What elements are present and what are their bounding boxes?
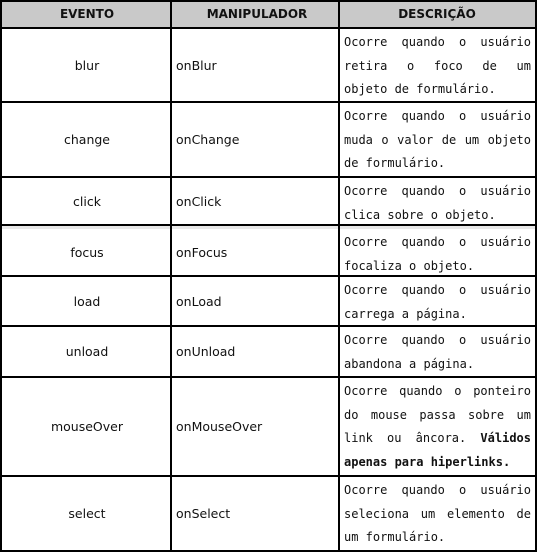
event-name: unload (65, 344, 109, 359)
header-event: EVENTO (59, 7, 115, 21)
handler-name: onUnload (176, 344, 236, 359)
table-row (2, 378, 535, 477)
description-text: Ocorre quando o ponteiro do mouse passa sobre um link ou âncora. (344, 384, 531, 445)
table-row (2, 229, 535, 277)
table-row (2, 103, 535, 178)
event-name: load (73, 293, 101, 309)
handler-name: onBlur (176, 57, 217, 73)
event-description: Ocorre quando o usuário carrega a página. (344, 283, 531, 321)
handler-name: onFocus (176, 244, 228, 260)
event-name: mouseOver (50, 419, 123, 434)
column-divider (338, 2, 340, 550)
table-row (2, 178, 535, 226)
event-name: blur (74, 57, 100, 73)
event-description: Ocorre quando o usuário retira o foco de um objeto de formulário. (344, 35, 531, 96)
event-description: Ocorre quando o usuário muda o valor de um objeto de formulário. (344, 109, 531, 170)
event-description: Ocorre quando o usuário focaliza o objeto. (344, 235, 531, 273)
header-description: DESCRIÇÃO (398, 7, 476, 21)
event-description: Ocorre quando o usuário abandona a página. (344, 333, 531, 371)
event-description: Ocorre quando o usuário clica sobre o objeto. (344, 184, 531, 222)
handler-name: onMouseOver (176, 419, 263, 434)
event-name: change (63, 132, 110, 147)
table-header (2, 2, 535, 29)
event-name: focus (70, 244, 104, 260)
event-name: select (68, 506, 106, 521)
event-description (344, 380, 531, 474)
table-row (2, 327, 535, 378)
handler-name: onLoad (176, 293, 222, 309)
column-divider (170, 2, 172, 550)
table-row (2, 477, 535, 550)
handler-name: onSelect (176, 506, 231, 521)
event-description: Ocorre quando o usuário seleciona um elemento de um formulário. (344, 483, 531, 544)
table-row (2, 29, 535, 103)
header-handler: MANIPULADOR (206, 7, 308, 21)
handler-name: onClick (176, 193, 222, 209)
handler-name: onChange (176, 132, 240, 147)
event-name: click (73, 193, 101, 209)
description-note: Válidos apenas para hiperlinks. (344, 431, 531, 469)
table-row (2, 277, 535, 327)
